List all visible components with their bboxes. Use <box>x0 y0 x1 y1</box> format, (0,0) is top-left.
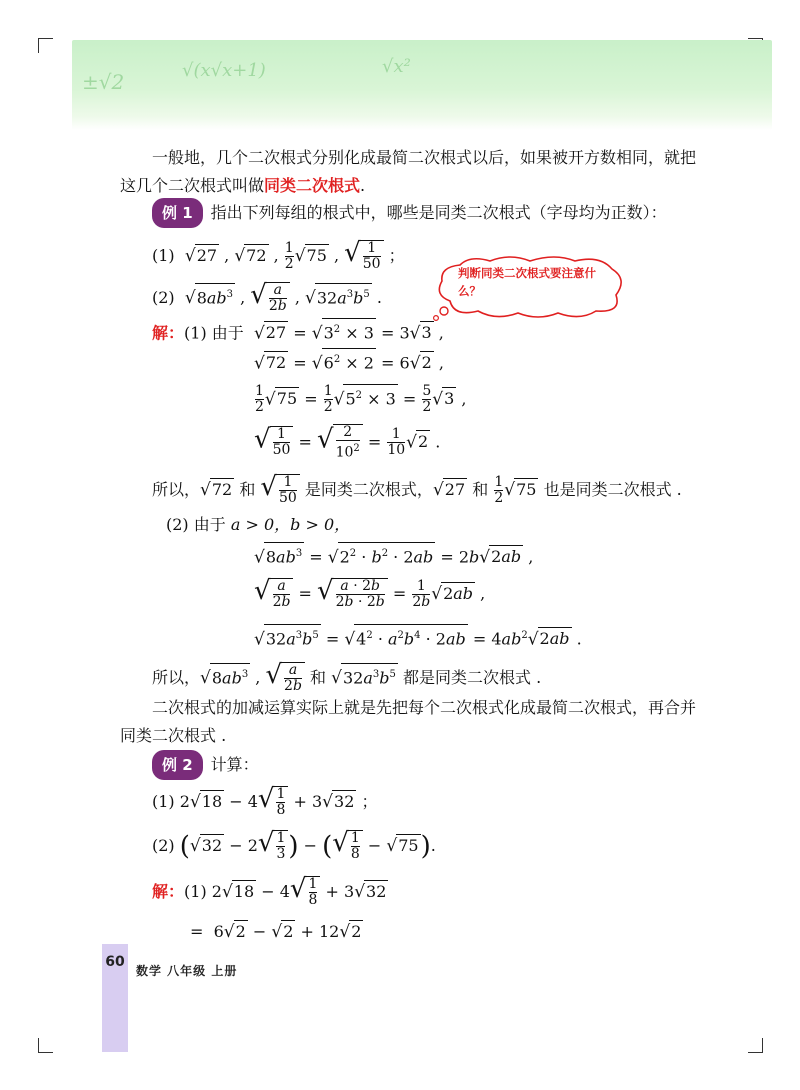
conclusion-text: 是同类二次根式， <box>304 480 433 499</box>
header-banner <box>72 40 772 130</box>
example-1-item-2: (2) $√8ab^3$ , √ $\frac{a}{2b}$ , $√32a^3b^5$ . <box>152 280 382 314</box>
solution-part-label: (1) <box>184 882 207 901</box>
banner-decoration-3: √x² <box>382 56 411 77</box>
solution-1-line-3: $\frac{1}{2}$ √75 = $\frac{1}{2}$ $√5^2 \times 3$ = $\frac{5}{2}$ √3 , <box>255 383 467 416</box>
bubble-text: 判断同类二次根式要注意什么？ <box>458 266 596 298</box>
solution-label: 解： <box>152 882 185 901</box>
crop-mark-top-left <box>38 38 53 53</box>
condition-text: a > 0，b > 0， <box>230 515 351 534</box>
conclusion-1: 所以，√72 和 √ $\frac{1}{50}$ 是同类二次根式，√27 和 $\frac{1}{2}$ √75 也是同类二次根式 . <box>152 472 682 506</box>
solution-1-line-2: $√72 = √6^2 \times 2 = 6√2$ , <box>254 348 444 374</box>
example-1-badge: 例 1 <box>152 198 203 228</box>
conclusion-connector: 和 <box>472 480 489 499</box>
item-label: (2) <box>152 836 175 855</box>
rule-text: 二次根式的加减运算实际上就是先把每个二次根式化成最简二次根式，再合并同类二次根式 . <box>120 698 697 745</box>
example-2-badge: 例 2 <box>152 750 203 780</box>
crop-mark-bottom-right <box>748 1038 763 1053</box>
solution-1-line-4: √ $\frac{1}{50}$ = √ $\frac{2}{10^2}$ = $\frac{1}{10}$ √2 . <box>254 424 441 461</box>
solution-1-part-2-line-1: $√8ab^3 = √2^2 \cdot b^2 \cdot 2ab = 2b√2ab$ , <box>254 542 533 568</box>
solution-2-line-2: = 6√2 − √2 + 12√2 <box>190 922 362 942</box>
conclusion-end: 都是同类二次根式 . <box>402 668 542 687</box>
solution-label: 解： <box>152 323 185 343</box>
footer-book-title: 数学 八年级 上册 <box>136 964 238 978</box>
example-2-heading <box>152 750 712 780</box>
page-number: 60 <box>105 954 125 970</box>
conclusion-connector: 和 <box>239 480 256 499</box>
solution-part-label: (1) 由于 <box>184 323 244 343</box>
item-label: (1) <box>152 792 175 811</box>
banner-decoration-1: ±√2 <box>82 70 125 94</box>
page-number-tab <box>102 944 128 1052</box>
term-highlight: 同类二次根式 <box>264 176 361 195</box>
rule-paragraph <box>120 694 700 750</box>
example-2-item-1: (1) 2√18 − 4√ $\frac{1}{8}$ + 3√32 ； <box>152 784 378 818</box>
example-2-item-2: (2) (√32 − 2√ $\frac{1}{3}$ ) − (√ $\frac{1}{8}$ − √75). <box>152 828 436 862</box>
solution-1-part-2-line-2: √ $\frac{a}{2b}$ = √ $\frac{a \cdot 2b}{2b \cdot 2b}$ = $\frac{1}{2b}$ √2ab , <box>254 576 486 610</box>
definition-text: 一般地，几个二次根式分别化成最简二次根式以后，如果被开方数相同，就把这几个二次根式叫做 <box>120 148 697 195</box>
example-2-prompt: 计算： <box>210 755 259 774</box>
conclusion-2: 所以，$√8ab^3$ , √ $\frac{a}{2b}$ 和 $√32a^3b^5$ 都是同类二次根式 . <box>152 660 542 694</box>
conclusion-end: 也是同类二次根式 . <box>543 480 682 499</box>
example-1-prompt: 指出下列每组的根式中，哪些是同类二次根式（字母均为正数）： <box>210 203 667 222</box>
solution-1-line-1: 解：(1) 由于 $√27 = √3^2 \times 3 = 3√3$ , <box>152 318 444 344</box>
example-1-heading <box>152 198 712 228</box>
banner-decoration-2: √(x√x+1) <box>182 60 266 81</box>
solution-1-part-2-condition <box>166 514 350 536</box>
definition-end: . <box>360 176 366 195</box>
conclusion-connector: 和 <box>310 668 327 687</box>
solution-1-part-2-line-3: $√32a^3b^5 = √4^2 \cdot a^2b^4 \cdot 2ab = 4ab^2√2ab$ . <box>254 624 582 650</box>
solution-2-line-1: 解：(1) 2√18 − 4√ $\frac{1}{8}$ + 3√32 <box>152 874 387 908</box>
conclusion-prefix: 所以， <box>152 480 201 499</box>
item-label: (2) <box>152 288 175 307</box>
definition-paragraph <box>120 144 700 200</box>
conclusion-prefix: 所以， <box>152 668 201 687</box>
crop-mark-bottom-left <box>38 1038 53 1053</box>
solution-part-label: (2) 由于 <box>166 515 226 534</box>
item-label: (1) <box>152 246 175 265</box>
example-1-item-1: (1) √27 , √72 , $\frac{1}{2}$ √75 , √ $\frac{1}{50}$ ； <box>152 238 405 272</box>
